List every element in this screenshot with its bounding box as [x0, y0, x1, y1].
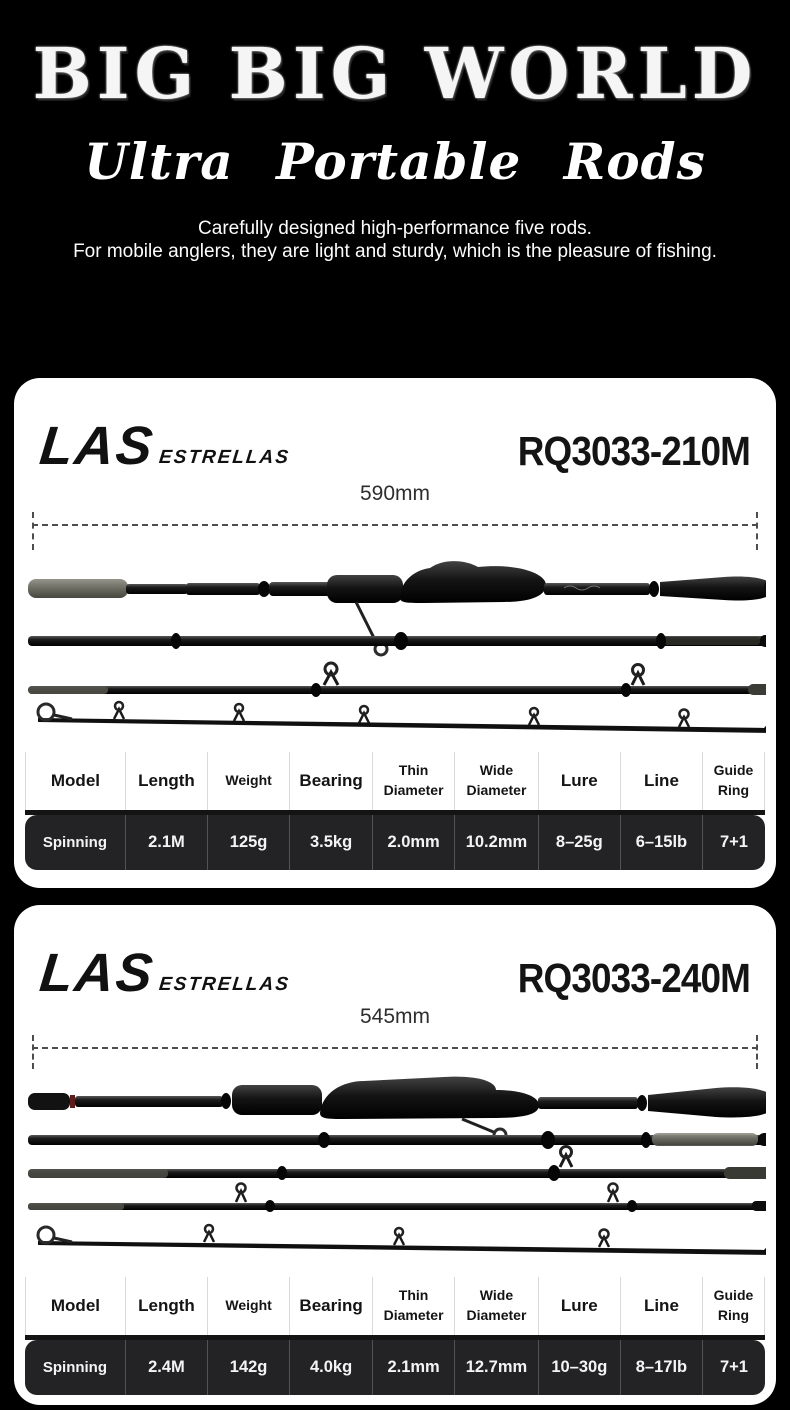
dimension-tick-right [756, 512, 758, 550]
brand-suffix: ESTRELLAS [157, 447, 292, 468]
hero-description [0, 217, 790, 263]
rod-piece-2 [28, 632, 766, 650]
spec-value-length: 2.4M [125, 1340, 207, 1395]
hero-description-line2: For mobile anglers, they are light and sturdy, which is the pleasure of fishing. [73, 240, 717, 262]
spec-header-thin-diameter: Thin Diameter [372, 1277, 454, 1335]
spec-value-guide-ring: 7+1 [702, 815, 765, 870]
rod-piece-3 [28, 663, 766, 697]
spec-value-line: 6–15lb [620, 815, 702, 870]
spec-value-length: 2.1M [125, 815, 207, 870]
brand-logo [36, 943, 292, 1004]
spec-value-thin-diameter: 2.0mm [372, 815, 454, 870]
length-measurement-label: 545mm [359, 1005, 431, 1028]
hero-description-line1: Carefully designed high-performance five rods. [198, 217, 592, 239]
hero-section [0, 0, 790, 263]
dimension-line [32, 512, 758, 550]
spec-header-bearing: Bearing [289, 752, 372, 810]
spec-table [25, 752, 765, 870]
rod-segments-image [24, 1071, 766, 1269]
rod-piece-handle [28, 1077, 766, 1141]
rod-piece-4 [28, 1184, 766, 1213]
spec-value-wide-diameter: 10.2mm [454, 815, 538, 870]
brand-name: LAS [36, 943, 158, 1004]
spec-header-length: Length [125, 1277, 207, 1335]
spec-header-weight: Weight [207, 1277, 289, 1335]
spec-header-wide-diameter: Wide Diameter [454, 1277, 538, 1335]
rod-piece-tip [38, 702, 766, 733]
dimension-rule [32, 1047, 758, 1049]
spec-value-thin-diameter: 2.1mm [372, 1340, 454, 1395]
spec-value-guide-ring: 7+1 [702, 1340, 765, 1395]
spec-value-lure: 8–25g [538, 815, 620, 870]
spec-table-values-row [25, 815, 765, 870]
spec-value-bearing: 4.0kg [289, 1340, 372, 1395]
spec-header-model: Model [25, 752, 125, 810]
dimension-tick-right [756, 1035, 758, 1069]
model-code: RQ3033-210M [517, 428, 750, 475]
spec-header-thin-diameter: Thin Diameter [372, 752, 454, 810]
spec-header-length: Length [125, 752, 207, 810]
spec-value-bearing: 3.5kg [289, 815, 372, 870]
spec-header-lure: Lure [538, 1277, 620, 1335]
spec-value-weight: 125g [207, 815, 289, 870]
dimension-tick-left [32, 1035, 34, 1069]
spec-table-header-row [25, 1277, 765, 1335]
spec-table-values-row [25, 1340, 765, 1395]
brand-logo [36, 416, 292, 477]
spec-value-lure: 10–30g [538, 1340, 620, 1395]
spec-header-line: Line [620, 1277, 702, 1335]
card-header [14, 378, 776, 477]
spec-value-wide-diameter: 12.7mm [454, 1340, 538, 1395]
spec-header-bearing: Bearing [289, 1277, 372, 1335]
hero-title: BIG BIG WORLD [32, 32, 758, 115]
rod-piece-2 [28, 1131, 766, 1149]
rod-piece-tip [38, 1225, 766, 1255]
brand-name: LAS [36, 416, 158, 477]
rod-segments-image [24, 552, 766, 744]
spec-header-weight: Weight [207, 752, 289, 810]
spec-table-header-row [25, 752, 765, 810]
spec-header-lure: Lure [538, 752, 620, 810]
card-header [14, 905, 776, 1004]
spec-value-model: Spinning [42, 834, 108, 851]
dimension-rule [32, 524, 758, 526]
brand-suffix: ESTRELLAS [157, 974, 292, 995]
rod-piece-3 [28, 1147, 766, 1182]
dimension-tick-left [32, 512, 34, 550]
product-card-rq3033-210m [14, 378, 776, 888]
spec-value-line: 8–17lb [620, 1340, 702, 1395]
spec-table [25, 1277, 765, 1395]
dimension-line [32, 1035, 758, 1069]
spec-header-wide-diameter: Wide Diameter [454, 752, 538, 810]
spec-header-guide-ring: Guide Ring [702, 752, 765, 810]
spec-value-weight: 142g [207, 1340, 289, 1395]
product-card-rq3033-240m [14, 905, 776, 1405]
spec-header-guide-ring: Guide Ring [702, 1277, 765, 1335]
spec-header-line: Line [620, 752, 702, 810]
hero-subtitle: Ultra Portable Rods [84, 131, 706, 191]
model-code: RQ3033-240M [517, 955, 750, 1002]
spec-value-model: Spinning [42, 1359, 108, 1376]
spec-header-model: Model [25, 1277, 125, 1335]
length-measurement-label: 590mm [359, 482, 431, 505]
